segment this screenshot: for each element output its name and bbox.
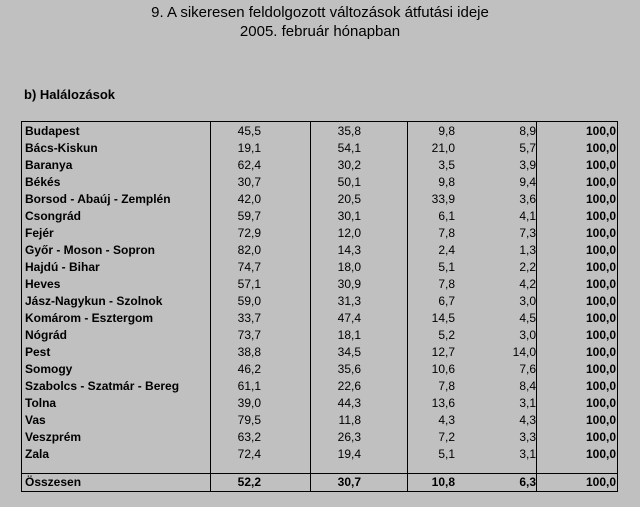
section-heading: b) Halálozások xyxy=(24,87,116,102)
value-cell: 3,0 xyxy=(519,294,536,308)
value-cell: 35,6 xyxy=(337,362,361,376)
value-cell: 42,0 xyxy=(237,192,261,206)
value-cell: 19,4 xyxy=(337,447,361,461)
value-cell: 59,7 xyxy=(237,209,261,223)
table-row xyxy=(22,446,617,463)
value-cell: 4,1 xyxy=(519,209,536,223)
region-name: Somogy xyxy=(25,362,73,376)
value-cell: 3,5 xyxy=(438,158,455,172)
row-total-cell: 100,0 xyxy=(585,413,616,427)
value-cell: 8,4 xyxy=(519,379,536,393)
value-cell: 59,0 xyxy=(237,294,261,308)
row-total-cell: 100,0 xyxy=(585,141,616,155)
value-cell: 57,1 xyxy=(237,277,261,291)
value-cell: 20,5 xyxy=(337,192,361,206)
row-total-cell: 100,0 xyxy=(585,277,616,291)
value-cell: 9,4 xyxy=(519,175,536,189)
value-cell: 10,8 xyxy=(431,475,455,489)
value-cell: 34,5 xyxy=(337,345,361,359)
region-name: Vas xyxy=(25,413,46,427)
region-name: Borsod - Abaúj - Zemplén xyxy=(25,192,171,206)
value-cell: 5,1 xyxy=(438,447,455,461)
value-cell: 3,9 xyxy=(519,158,536,172)
value-cell: 4,3 xyxy=(519,413,536,427)
value-cell: 72,9 xyxy=(237,226,261,240)
value-cell: 5,2 xyxy=(438,328,455,342)
region-name: Szabolcs - Szatmár - Bereg xyxy=(25,379,180,393)
value-cell: 30,9 xyxy=(337,277,361,291)
value-cell: 7,8 xyxy=(438,226,455,240)
report-title: 9. A sikeresen feldolgozott változások átfutási ideje xyxy=(151,4,489,21)
value-cell: 39,0 xyxy=(237,396,261,410)
row-total-cell: 100,0 xyxy=(585,311,616,325)
region-name: Fejér xyxy=(25,226,54,240)
region-name: Budapest xyxy=(25,124,80,138)
row-total-cell: 100,0 xyxy=(585,294,616,308)
region-name: Tolna xyxy=(25,396,57,410)
region-name: Zala xyxy=(25,447,50,461)
value-cell: 45,5 xyxy=(237,124,261,138)
value-cell: 82,0 xyxy=(237,243,261,257)
row-total-cell: 100,0 xyxy=(585,379,616,393)
value-cell: 3,0 xyxy=(519,328,536,342)
value-cell: 7,8 xyxy=(438,277,455,291)
value-cell: 31,3 xyxy=(337,294,361,308)
value-cell: 7,3 xyxy=(519,226,536,240)
report-subtitle: 2005. február hónapban xyxy=(239,23,401,40)
value-cell: 7,6 xyxy=(519,362,536,376)
value-cell: 9,8 xyxy=(438,175,455,189)
data-table xyxy=(21,121,618,492)
value-cell: 26,3 xyxy=(337,430,361,444)
value-cell: 7,8 xyxy=(438,379,455,393)
row-total-cell: 100,0 xyxy=(585,158,616,172)
value-cell: 3,3 xyxy=(519,430,536,444)
value-cell: 47,4 xyxy=(337,311,361,325)
region-name: Baranya xyxy=(25,158,73,172)
row-total-cell: 100,0 xyxy=(585,192,616,206)
region-name: Heves xyxy=(25,277,61,291)
table-row xyxy=(22,191,617,208)
value-cell: 5,7 xyxy=(519,141,536,155)
value-cell: 3,6 xyxy=(519,192,536,206)
row-total-cell: 100,0 xyxy=(585,124,616,138)
value-cell: 12,7 xyxy=(431,345,455,359)
value-cell: 4,5 xyxy=(519,311,536,325)
value-cell: 19,1 xyxy=(237,141,261,155)
value-cell: 14,5 xyxy=(431,311,455,325)
value-cell: 18,0 xyxy=(337,260,361,274)
region-name: Jász-Nagykun - Szolnok xyxy=(25,294,163,308)
row-total-cell: 100,0 xyxy=(585,475,616,489)
value-cell: 9,8 xyxy=(438,124,455,138)
table-row xyxy=(22,157,617,174)
table-row xyxy=(22,412,617,429)
value-cell: 73,7 xyxy=(237,328,261,342)
value-cell: 6,1 xyxy=(438,209,455,223)
region-name: Összesen xyxy=(25,475,82,489)
value-cell: 30,7 xyxy=(337,475,361,489)
value-cell: 30,7 xyxy=(237,175,261,189)
value-cell: 6,7 xyxy=(438,294,455,308)
region-name: Bács-Kiskun xyxy=(25,141,98,155)
table-row xyxy=(22,361,617,378)
value-cell: 21,0 xyxy=(431,141,455,155)
region-name: Győr - Moson - Sopron xyxy=(25,243,155,257)
value-cell: 38,8 xyxy=(237,345,261,359)
value-cell: 44,3 xyxy=(337,396,361,410)
value-cell: 33,7 xyxy=(237,311,261,325)
value-cell: 7,2 xyxy=(438,430,455,444)
value-cell: 12,0 xyxy=(337,226,361,240)
region-name: Pest xyxy=(25,345,51,359)
value-cell: 79,5 xyxy=(237,413,261,427)
row-total-cell: 100,0 xyxy=(585,243,616,257)
table-row xyxy=(22,395,617,412)
row-total-cell: 100,0 xyxy=(585,226,616,240)
value-cell: 72,4 xyxy=(237,447,261,461)
value-cell: 14,0 xyxy=(512,345,536,359)
table-row xyxy=(22,208,617,225)
row-total-cell: 100,0 xyxy=(585,430,616,444)
table-row xyxy=(22,429,617,446)
table-row xyxy=(22,123,617,140)
value-cell: 3,1 xyxy=(519,447,536,461)
value-cell: 35,8 xyxy=(337,124,361,138)
table-row xyxy=(22,276,617,293)
value-cell: 54,1 xyxy=(337,141,361,155)
table-row xyxy=(22,225,617,242)
row-total-cell: 100,0 xyxy=(585,328,616,342)
value-cell: 30,1 xyxy=(337,209,361,223)
table-row xyxy=(22,174,617,191)
value-cell: 52,2 xyxy=(237,475,261,489)
value-cell: 30,2 xyxy=(337,158,361,172)
region-name: Komárom - Esztergom xyxy=(25,311,154,325)
row-total-cell: 100,0 xyxy=(585,362,616,376)
region-name: Békés xyxy=(25,175,61,189)
total-row xyxy=(22,474,617,491)
value-cell: 11,8 xyxy=(338,413,361,427)
value-cell: 22,6 xyxy=(337,379,361,393)
row-total-cell: 100,0 xyxy=(585,209,616,223)
value-cell: 18,1 xyxy=(337,328,361,342)
table-row xyxy=(22,242,617,259)
value-cell: 8,9 xyxy=(519,124,536,138)
table-row xyxy=(22,310,617,327)
row-total-cell: 100,0 xyxy=(585,396,616,410)
value-cell: 6,3 xyxy=(519,475,536,489)
value-cell: 74,7 xyxy=(237,260,261,274)
value-cell: 4,2 xyxy=(519,277,536,291)
value-cell: 61,1 xyxy=(237,379,261,393)
row-total-cell: 100,0 xyxy=(585,260,616,274)
value-cell: 13,6 xyxy=(431,396,455,410)
value-cell: 33,9 xyxy=(431,192,455,206)
region-name: Hajdú - Bihar xyxy=(25,260,100,274)
table-row xyxy=(22,327,617,344)
value-cell: 2,2 xyxy=(519,260,536,274)
value-cell: 50,1 xyxy=(337,175,361,189)
value-cell: 3,1 xyxy=(519,396,536,410)
table-row xyxy=(22,259,617,276)
value-cell: 1,3 xyxy=(519,243,536,257)
row-total-cell: 100,0 xyxy=(585,345,616,359)
region-name: Nógrád xyxy=(25,328,67,342)
value-cell: 2,4 xyxy=(438,243,455,257)
region-name: Veszprém xyxy=(25,430,82,444)
row-total-cell: 100,0 xyxy=(585,175,616,189)
value-cell: 5,1 xyxy=(438,260,455,274)
value-cell: 14,3 xyxy=(337,243,361,257)
value-cell: 62,4 xyxy=(237,158,261,172)
row-total-cell: 100,0 xyxy=(585,447,616,461)
region-name: Csongrád xyxy=(25,209,82,223)
value-cell: 10,6 xyxy=(431,362,455,376)
table-row xyxy=(22,344,617,361)
table-row xyxy=(22,140,617,157)
value-cell: 4,3 xyxy=(438,413,455,427)
table-row xyxy=(22,293,617,310)
value-cell: 46,2 xyxy=(237,362,261,376)
table-row xyxy=(22,378,617,395)
value-cell: 63,2 xyxy=(237,430,261,444)
